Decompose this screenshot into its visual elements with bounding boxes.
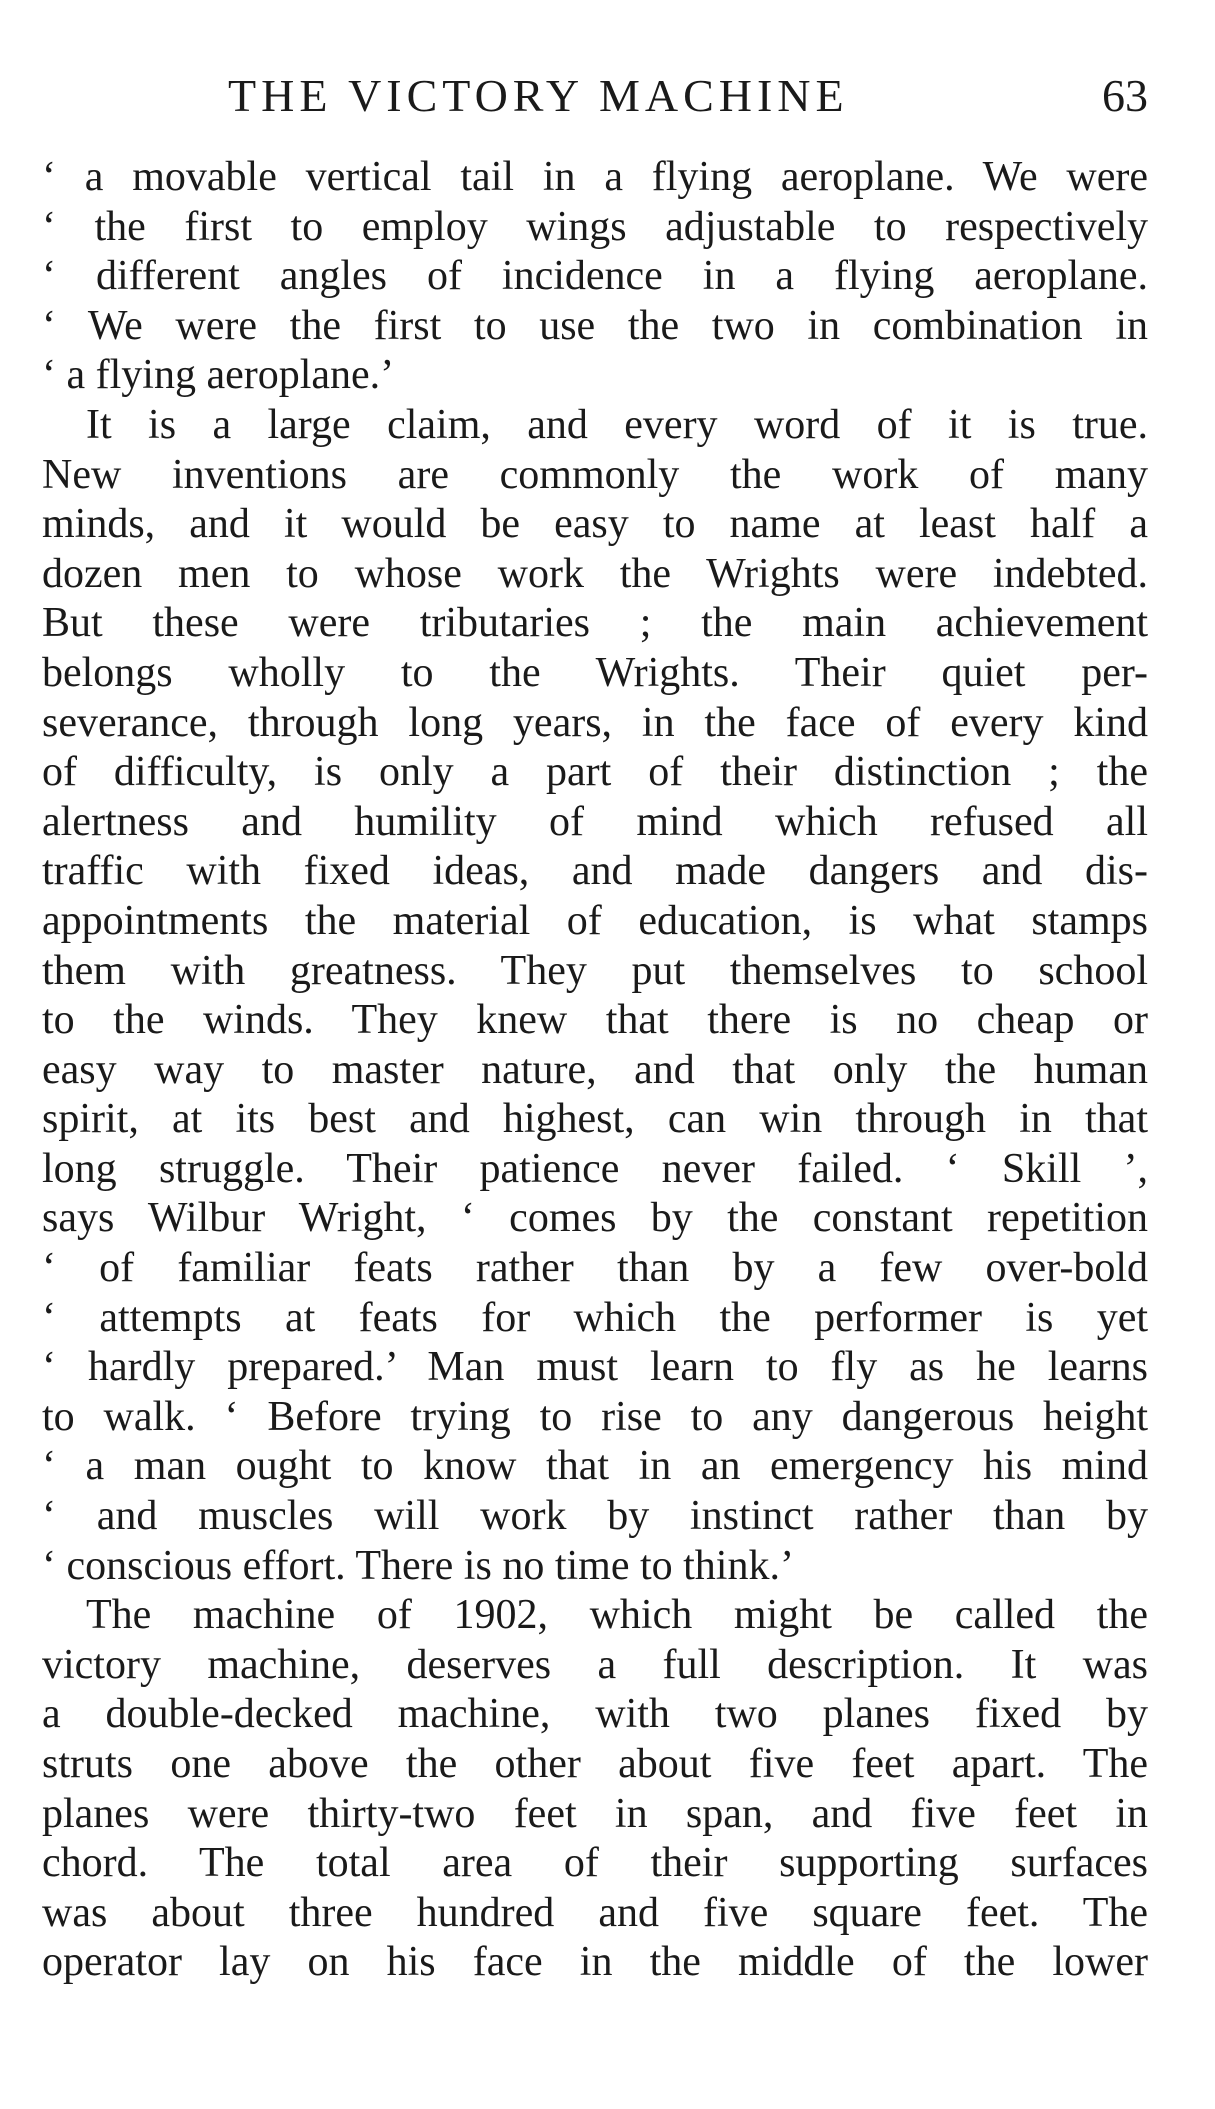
text-line: to the winds. They knew that there is no cheap or [42, 997, 1148, 1044]
text-line: long struggle. Their patience never failed. ‘ Skill ’, [42, 1145, 1148, 1192]
text-line: It is a large claim, and every word of it is true. [86, 401, 1148, 448]
text-line: ‘ and muscles will work by instinct rather than by [42, 1493, 1148, 1540]
text-line: struts one above the other about five feet apart. The [42, 1741, 1148, 1787]
paragraph-3 [42, 1591, 1148, 1988]
page-header [228, 64, 1148, 128]
text-line: ‘ different angles of incidence in a flying aeroplane. [42, 253, 1148, 300]
page-number: 63 [1102, 70, 1148, 121]
text-line: ‘ of familiar feats rather than by a few over-bold [42, 1245, 1148, 1292]
text-line: dozen men to whose work the Wrights were indebted. [42, 550, 1148, 597]
text-line: ‘ hardly prepared.’ Man must learn to fly as he learns [42, 1344, 1148, 1391]
text-line: alertness and humility of mind which refused all [42, 798, 1148, 845]
text-line: planes were thirty-two feet in span, and five feet in [42, 1790, 1148, 1837]
text-line: ‘ a flying aeroplane.’ [42, 352, 395, 399]
text-line: spirit, at its best and highest, can win through in that [42, 1096, 1148, 1143]
text-line: chord. The total area of their supporting surfaces [42, 1840, 1148, 1887]
text-line: easy way to master nature, and that only the human [42, 1046, 1148, 1093]
text-line: a double-decked machine, with two planes fixed by [42, 1691, 1148, 1738]
text-line: victory machine, deserves a full description. It was [42, 1641, 1148, 1688]
text-line: belongs wholly to the Wrights. Their quiet per- [42, 649, 1148, 696]
text-line: operator lay on his face in the middle of the lower [42, 1939, 1148, 1986]
text-line: ‘ a movable vertical tail in a flying aeroplane. We were [42, 154, 1148, 200]
text-line: ‘ attempts at feats for which the performer is yet [42, 1294, 1148, 1341]
text-line: appointments the material of education, is what stamps [42, 897, 1148, 944]
text-line: ‘ conscious effort. There is no time to think.’ [42, 1542, 794, 1589]
text-line: ‘ a man ought to know that in an emergency his mind [42, 1443, 1148, 1490]
text-line: of difficulty, is only a part of their distinction ; the [42, 749, 1148, 796]
text-line: severance, through long years, in the face of every kind [42, 699, 1148, 746]
text-line: them with greatness. They put themselves to school [42, 947, 1148, 994]
text-line: minds, and it would be easy to name at least half a [42, 501, 1148, 548]
paragraph-2 [42, 401, 1148, 1591]
paragraph-1 [42, 153, 1148, 401]
text-line: traffic with fixed ideas, and made dangers and dis- [42, 848, 1148, 895]
text-line: was about three hundred and five square feet. The [42, 1889, 1148, 1936]
text-line: says Wilbur Wright, ‘ comes by the constant repetition [42, 1195, 1148, 1242]
text-line: to walk. ‘ Before trying to rise to any dangerous height [42, 1393, 1148, 1440]
text-line: The machine of 1902, which might be called the [86, 1592, 1148, 1639]
text-line: But these were tributaries ; the main achievement [42, 600, 1148, 647]
text-line: ‘ the first to employ wings adjustable to respectively [42, 203, 1148, 250]
body-text [42, 153, 1148, 1988]
text-line: ‘ We were the first to use the two in combination in [42, 302, 1148, 349]
running-title: THE VICTORY MACHINE [228, 70, 849, 121]
text-line: New inventions are commonly the work of many [42, 451, 1148, 498]
